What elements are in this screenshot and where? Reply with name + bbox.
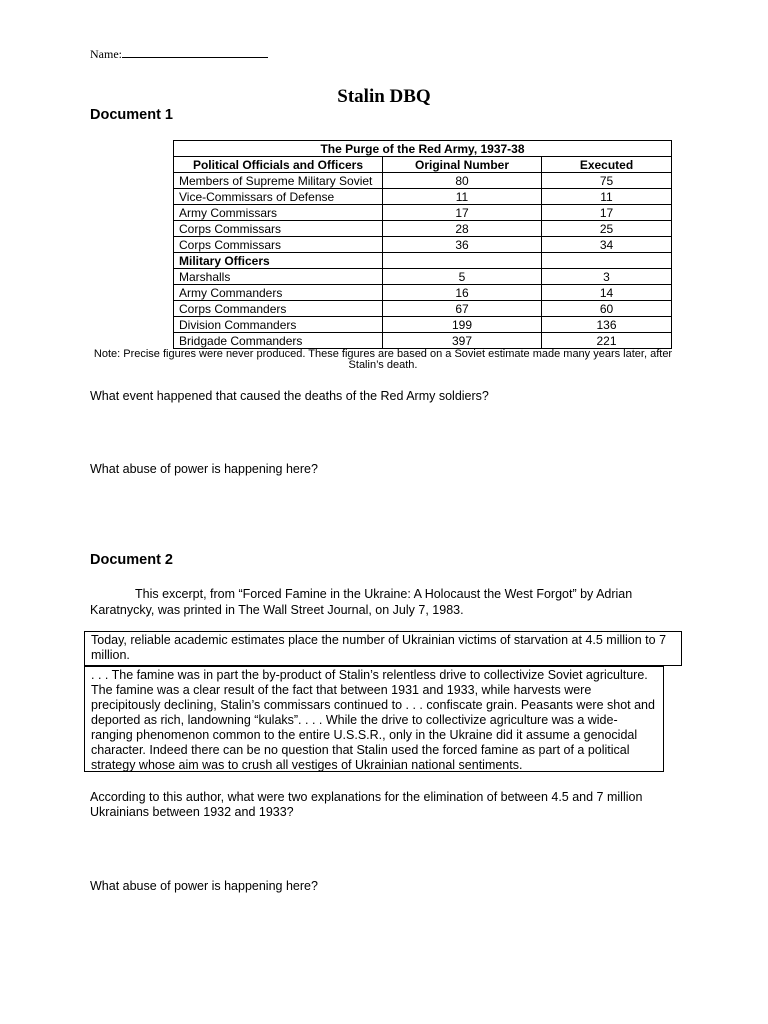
- executed-number: 3: [542, 269, 672, 285]
- table-subheading: Military Officers: [174, 253, 383, 269]
- original-number: 28: [383, 221, 542, 237]
- table-row: [174, 333, 672, 349]
- executed-number: 25: [542, 221, 672, 237]
- executed-number: 17: [542, 205, 672, 221]
- row-label: Members of Supreme Military Soviet: [174, 173, 383, 189]
- original-number: 36: [383, 237, 542, 253]
- row-label: Corps Commissars: [174, 221, 383, 237]
- table-row: [174, 189, 672, 205]
- document2-heading: Document 2: [90, 552, 173, 568]
- original-number: 67: [383, 301, 542, 317]
- row-label: Corps Commanders: [174, 301, 383, 317]
- quote-box-famine: . . . The famine was in part the by-product of Stalin’s relentless drive to collectivize Soviet agriculture. The famine was a clear result of the fact that between 1931 and 1933, while harvests were precipitously declining, Stalin’s commissars continued to . . . confiscate grain. Peasants were shot and deported as rich, landowning “kulaks”. . . . While the drive to collectivize agriculture was a wide-ranging phenomenon common to the entire U.S.S.R., only in the Ukraine did it assume a genocidal character. Indeed there can be no question that Stalin used the forced famine as part of a political strategy whose aim was to crush all vestiges of Ukrainian national sentiments.: [84, 666, 664, 772]
- row-label: Army Commissars: [174, 205, 383, 221]
- original-number: 16: [383, 285, 542, 301]
- table-subheading-row: [174, 253, 672, 269]
- name-label: Name:: [90, 47, 122, 61]
- purge-table: [173, 140, 672, 349]
- document1-question2: What abuse of power is happening here?: [90, 462, 318, 476]
- table-row: [174, 317, 672, 333]
- page-title: Stalin DBQ: [337, 86, 431, 107]
- row-label: Army Commanders: [174, 285, 383, 301]
- column-header: Original Number: [383, 157, 542, 173]
- document1-heading: Document 1: [90, 107, 173, 123]
- table-row: [174, 301, 672, 317]
- executed-number: 34: [542, 237, 672, 253]
- empty-cell: [383, 253, 542, 269]
- executed-number: 221: [542, 333, 672, 349]
- table-row: [174, 173, 672, 189]
- executed-number: 136: [542, 317, 672, 333]
- document2-question1: According to this author, what were two explanations for the elimination of between 4.5 and 7 million Ukrainians between 1932 and 1933?: [90, 790, 643, 819]
- original-number: 5: [383, 269, 542, 285]
- row-label: Vice-Commissars of Defense: [174, 189, 383, 205]
- document2-question2: What abuse of power is happening here?: [90, 879, 318, 893]
- table-row: [174, 269, 672, 285]
- table-note: Note: Precise figures were never produced. These figures are based on a Soviet estimate made many years later, after Stalin’s death.: [93, 348, 673, 371]
- row-label: Division Commanders: [174, 317, 383, 333]
- column-header: Political Officials and Officers: [174, 157, 383, 173]
- name-field[interactable]: [90, 46, 268, 62]
- executed-number: 14: [542, 285, 672, 301]
- column-header: Executed: [542, 157, 672, 173]
- document1-question1: What event happened that caused the deaths of the Red Army soldiers?: [90, 389, 489, 403]
- original-number: 11: [383, 189, 542, 205]
- name-underline[interactable]: [122, 46, 268, 58]
- original-number: 80: [383, 173, 542, 189]
- empty-cell: [542, 253, 672, 269]
- row-label: Bridgade Commanders: [174, 333, 383, 349]
- quote-box-estimate: Today, reliable academic estimates place the number of Ukrainian victims of starvation at 4.5 million to 7 million.: [84, 631, 682, 666]
- table-row: [174, 285, 672, 301]
- table-row: [174, 221, 672, 237]
- original-number: 397: [383, 333, 542, 349]
- table-row: [174, 237, 672, 253]
- table-row: [174, 205, 672, 221]
- row-label: Corps Commissars: [174, 237, 383, 253]
- original-number: 17: [383, 205, 542, 221]
- row-label: Marshalls: [174, 269, 383, 285]
- executed-number: 11: [542, 189, 672, 205]
- executed-number: 75: [542, 173, 672, 189]
- original-number: 199: [383, 317, 542, 333]
- executed-number: 60: [542, 301, 672, 317]
- table-header-row: [174, 157, 672, 173]
- table-caption: The Purge of the Red Army, 1937-38: [174, 141, 672, 157]
- excerpt-intro: This excerpt, from “Forced Famine in the Ukraine: A Holocaust the West Forgot” by Adrian Karatnycky, was printed in The Wall Street Journal, on July 7, 1983.: [90, 587, 633, 617]
